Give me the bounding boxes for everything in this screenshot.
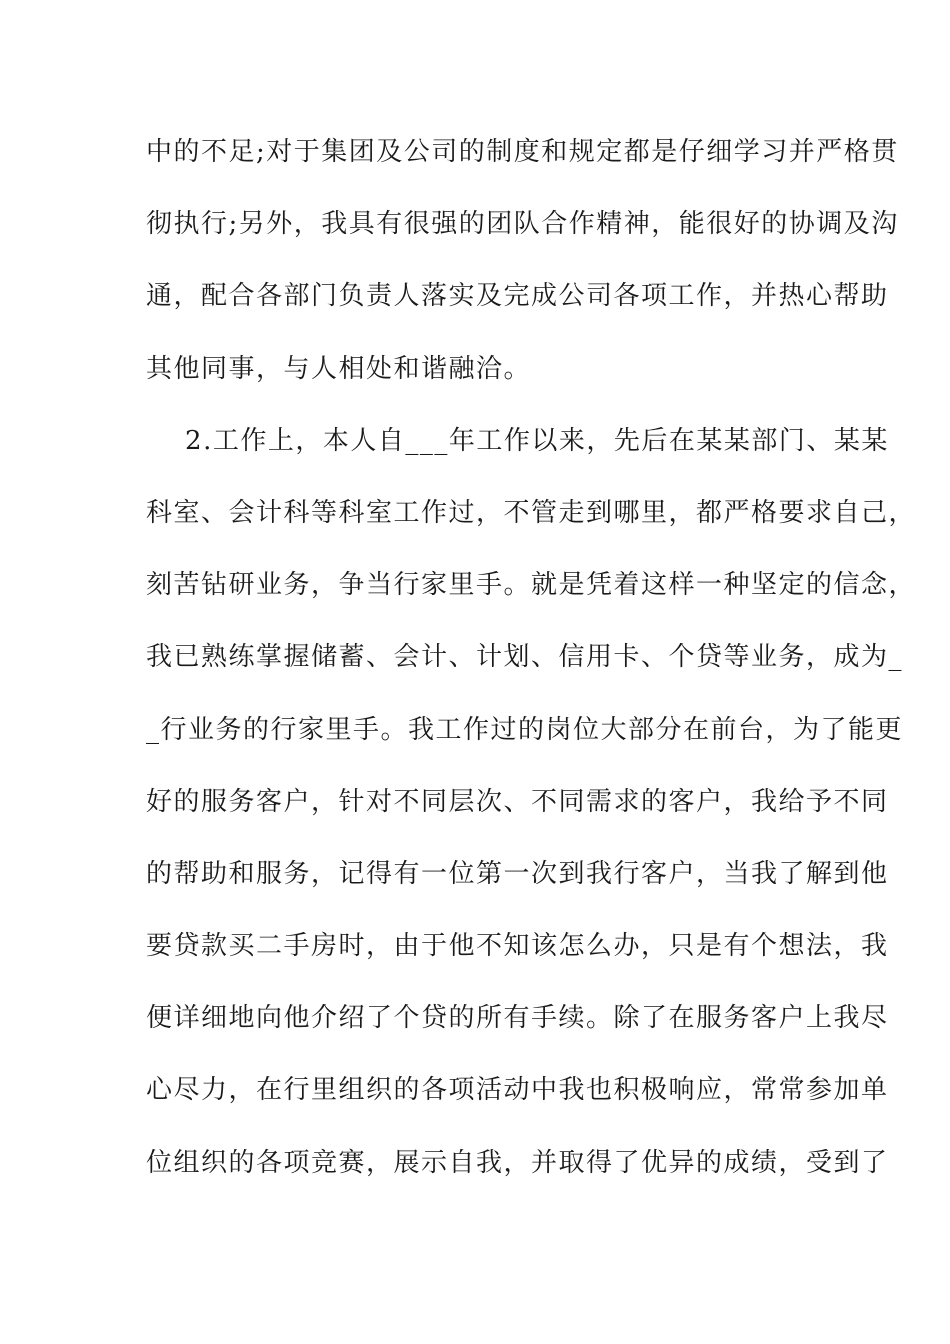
text-line: 的帮助和服务，记得有一位第一次到我行客户，当我了解到他 [146, 858, 889, 889]
text-line: 便详细地向他介绍了个贷的所有手续。除了在服务客户上我尽 [146, 1003, 889, 1034]
text-line: 好的服务客户，针对不同层次、不同需求的客户，我给予不同 [146, 786, 889, 817]
text-line: 中的不足;对于集团及公司的制度和规定都是仔细学习并严格贯 [146, 137, 899, 167]
text-line: 2.工作上，本人自___年工作以来，先后在某某部门、某某 [146, 425, 889, 456]
text-line: 彻执行;另外，我具有很强的团队合作精神，能很好的协调及沟 [146, 209, 899, 240]
text-line: 刻苦钻研业务，争当行家里手。就是凭着这样一种坚定的信念， [146, 570, 917, 601]
text-line: 要贷款买二手房时，由于他不知该怎么办，只是有个想法，我 [146, 931, 889, 962]
text-line: 通，配合各部门负责人落实及完成公司各项工作，并热心帮助 [146, 281, 889, 312]
text-line: 心尽力，在行里组织的各项活动中我也积极响应，常常参加单 [146, 1075, 889, 1106]
text-line: 我已熟练掌握储蓄、会计、计划、信用卡、个贷等业务，成为_ [146, 642, 904, 673]
text-line: 位组织的各项竞赛，展示自我，并取得了优异的成绩，受到了 [146, 1147, 889, 1178]
text-line: 其他同事，与人相处和谐融洽。 [146, 353, 532, 384]
text-line: _行业务的行家里手。我工作过的岗位大部分在前台，为了能更 [146, 714, 904, 745]
text-line: 科室、会计科等科室工作过，不管走到哪里，都严格要求自己， [146, 497, 917, 528]
document-body [146, 126, 917, 1189]
